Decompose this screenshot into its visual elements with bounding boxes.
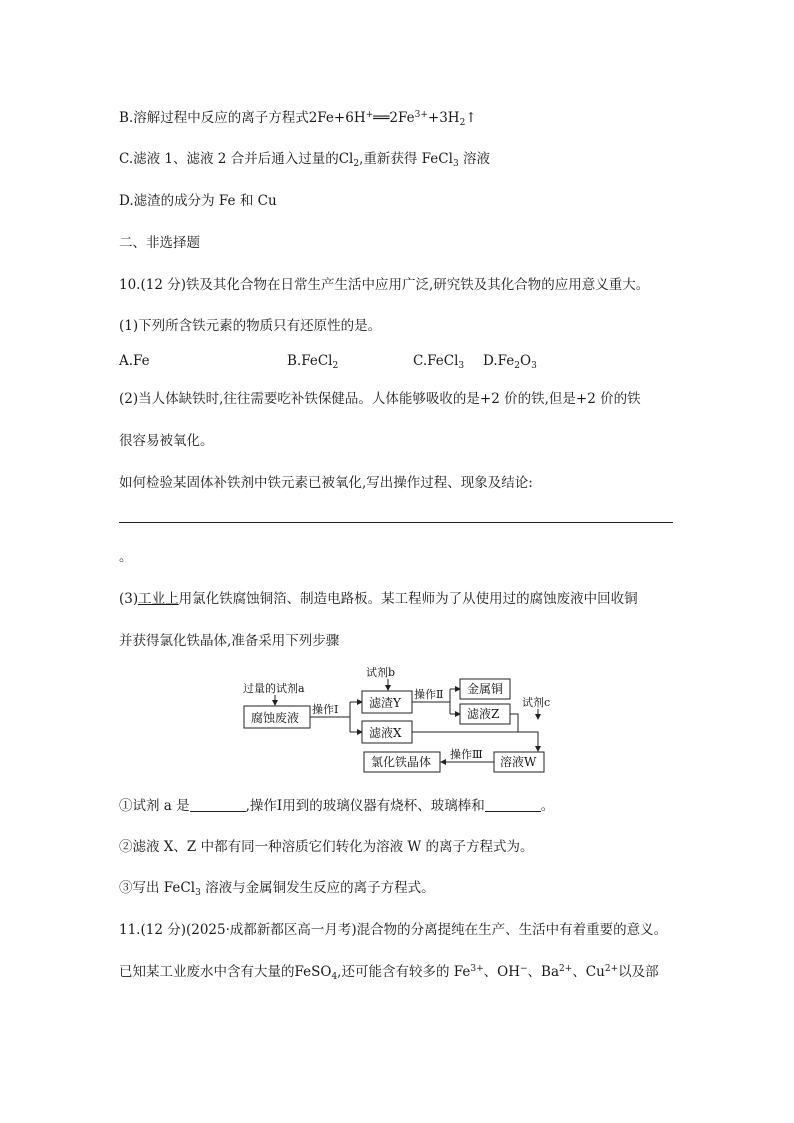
sub-3: 3 [458,361,465,371]
sub-2: 2 [332,361,339,371]
reagent-c-label: 试剂c [522,696,551,709]
option-c-line [119,150,490,168]
solution-w-label: 溶液W [500,755,537,769]
q10-part3-line1 [119,590,638,608]
q10-part2-line1: (2)当人体缺铁时,往往需要吃补铁保健品。人体能够吸收的是+2 价的铁,但是+2 价的铁 [119,391,641,407]
option-b-line [119,109,477,127]
reagent-a-label: 过量的试剂a [243,682,305,695]
sup-2plus: 2+ [559,964,573,974]
sub-3: 3 [531,361,537,371]
sub-3: 3 [452,159,459,169]
fecl3-crystal-label: 氯化铁晶体 [371,755,432,769]
q11-line2 [119,963,659,981]
section-title: 二、非选择题 [119,235,200,251]
q11-text-2: ,还可能含有较多的 Fe [337,964,471,980]
op1-label: 操作Ⅰ [312,703,339,716]
option-b-text: B.溶解过程中反应的离子方程式2Fe+6H [119,110,366,126]
q11-text-6: 以及部 [618,964,659,980]
q10-part3-i [119,797,554,815]
q10-part3-text: 用氯化铁腐蚀铜箔、制造电路板。某工程师为了从使用过的腐蚀废液中回收铜 [178,591,638,607]
q10-part3-underlined: 工业上 [138,591,179,607]
q11-text-3: 、OH [483,964,520,980]
reagent-b-label: 试剂b [366,666,396,679]
option-d-formula: D.Fe [483,353,515,369]
q10-part2-line2: 很容易被氧化。 [119,433,214,449]
sub-2: 2 [353,159,360,169]
answer-blank-reagent-a[interactable] [190,798,246,812]
filtrate-z-label: 滤液Z [467,707,500,721]
op3-label: 操作Ⅲ [450,748,483,761]
metal-copper-label: 金属铜 [467,682,504,696]
q10-part3-num: (3) [119,591,139,607]
option-d-line: D.滤渣的成分为 Fe 和 Cu [119,193,277,209]
q11-intro: 11.(12 分)(2025·成都新都区高一月考)混合物的分离提纯在生产、生活中有着重要的意义。 [119,922,668,938]
residue-y-label: 滤渣Y [369,696,401,710]
option-c [413,352,464,370]
sub-2: 2 [459,118,466,128]
option-d-formula-o: O [520,353,532,369]
q10-part1-options [119,352,679,372]
option-b-formula: B.FeCl [287,353,333,369]
option-c-text-3: 溶液 [458,151,490,167]
q10-3iii-text: ③写出 FeCl [119,880,196,896]
q10-part3-iii [119,879,435,897]
option-a: A.Fe [119,353,150,369]
q10-3i-end: 。 [540,798,555,814]
answer-rule[interactable] [119,522,673,523]
gas-arrow: ↑ [465,110,477,126]
q11-text-5: 、Cu [572,964,605,980]
q10-part3-line2: 并获得氯化铁晶体,准备采用下列步骤 [119,633,340,649]
q10-3i-text: ①试剂 a 是 [119,798,190,814]
q10-part2-end: 。 [119,549,133,565]
answer-blank-instrument[interactable] [485,798,541,812]
waste-liquid-label: 腐蚀废液 [251,711,300,725]
sup-3plus: 3+ [414,110,428,120]
q10-part2-line3: 如何检验某固体补铁剂中铁元素已被氧化,写出操作过程、现象及结论: [119,475,533,491]
option-b-text-3: +3H [427,110,460,126]
option-c-text-2: ,重新获得 FeCl [359,151,453,167]
q10-part1: (1)下列所含铁元素的物质只有还原性的是。 [119,318,382,334]
sub-4: 4 [331,972,338,982]
option-c-text: C.滤液 1、滤液 2 合并后通入过量的Cl [119,151,354,167]
option-b [287,352,338,370]
q10-part3-ii: ②滤液 X、Z 中都有同一种溶质它们转化为溶液 W 的离子方程式为。 [119,839,534,855]
option-c-formula: C.FeCl [413,353,459,369]
option-d [483,352,537,370]
sup-2plus: 2+ [604,964,619,974]
sup-3plus: 3+ [470,964,484,974]
option-b-text-2: ══2Fe [373,110,415,126]
sup-plus: + [365,110,374,120]
process-flowchart [238,662,558,774]
q10-3iii-end: 。 [421,880,435,896]
q11-text-4: 、Ba [527,964,560,980]
sub-3: 3 [195,888,201,898]
q10-3i-text-2: ,操作Ⅰ用到的玻璃仪器有烧杯、玻璃棒和 [245,798,485,814]
q11-text: 已知某工业废水中含有大量的FeSO [119,964,332,980]
op2-label: 操作Ⅱ [414,688,444,701]
filtrate-x-label: 滤液X [369,726,402,740]
sub-2: 2 [514,361,520,371]
q10-intro: 10.(12 分)铁及其化合物在日常生产生活中应用广泛,研究铁及其化合物的应用意义重大。 [119,277,650,293]
q10-3iii-text-2: 溶液与金属铜发生反应的离子方程式 [200,880,422,896]
sup-minus: − [520,964,528,974]
